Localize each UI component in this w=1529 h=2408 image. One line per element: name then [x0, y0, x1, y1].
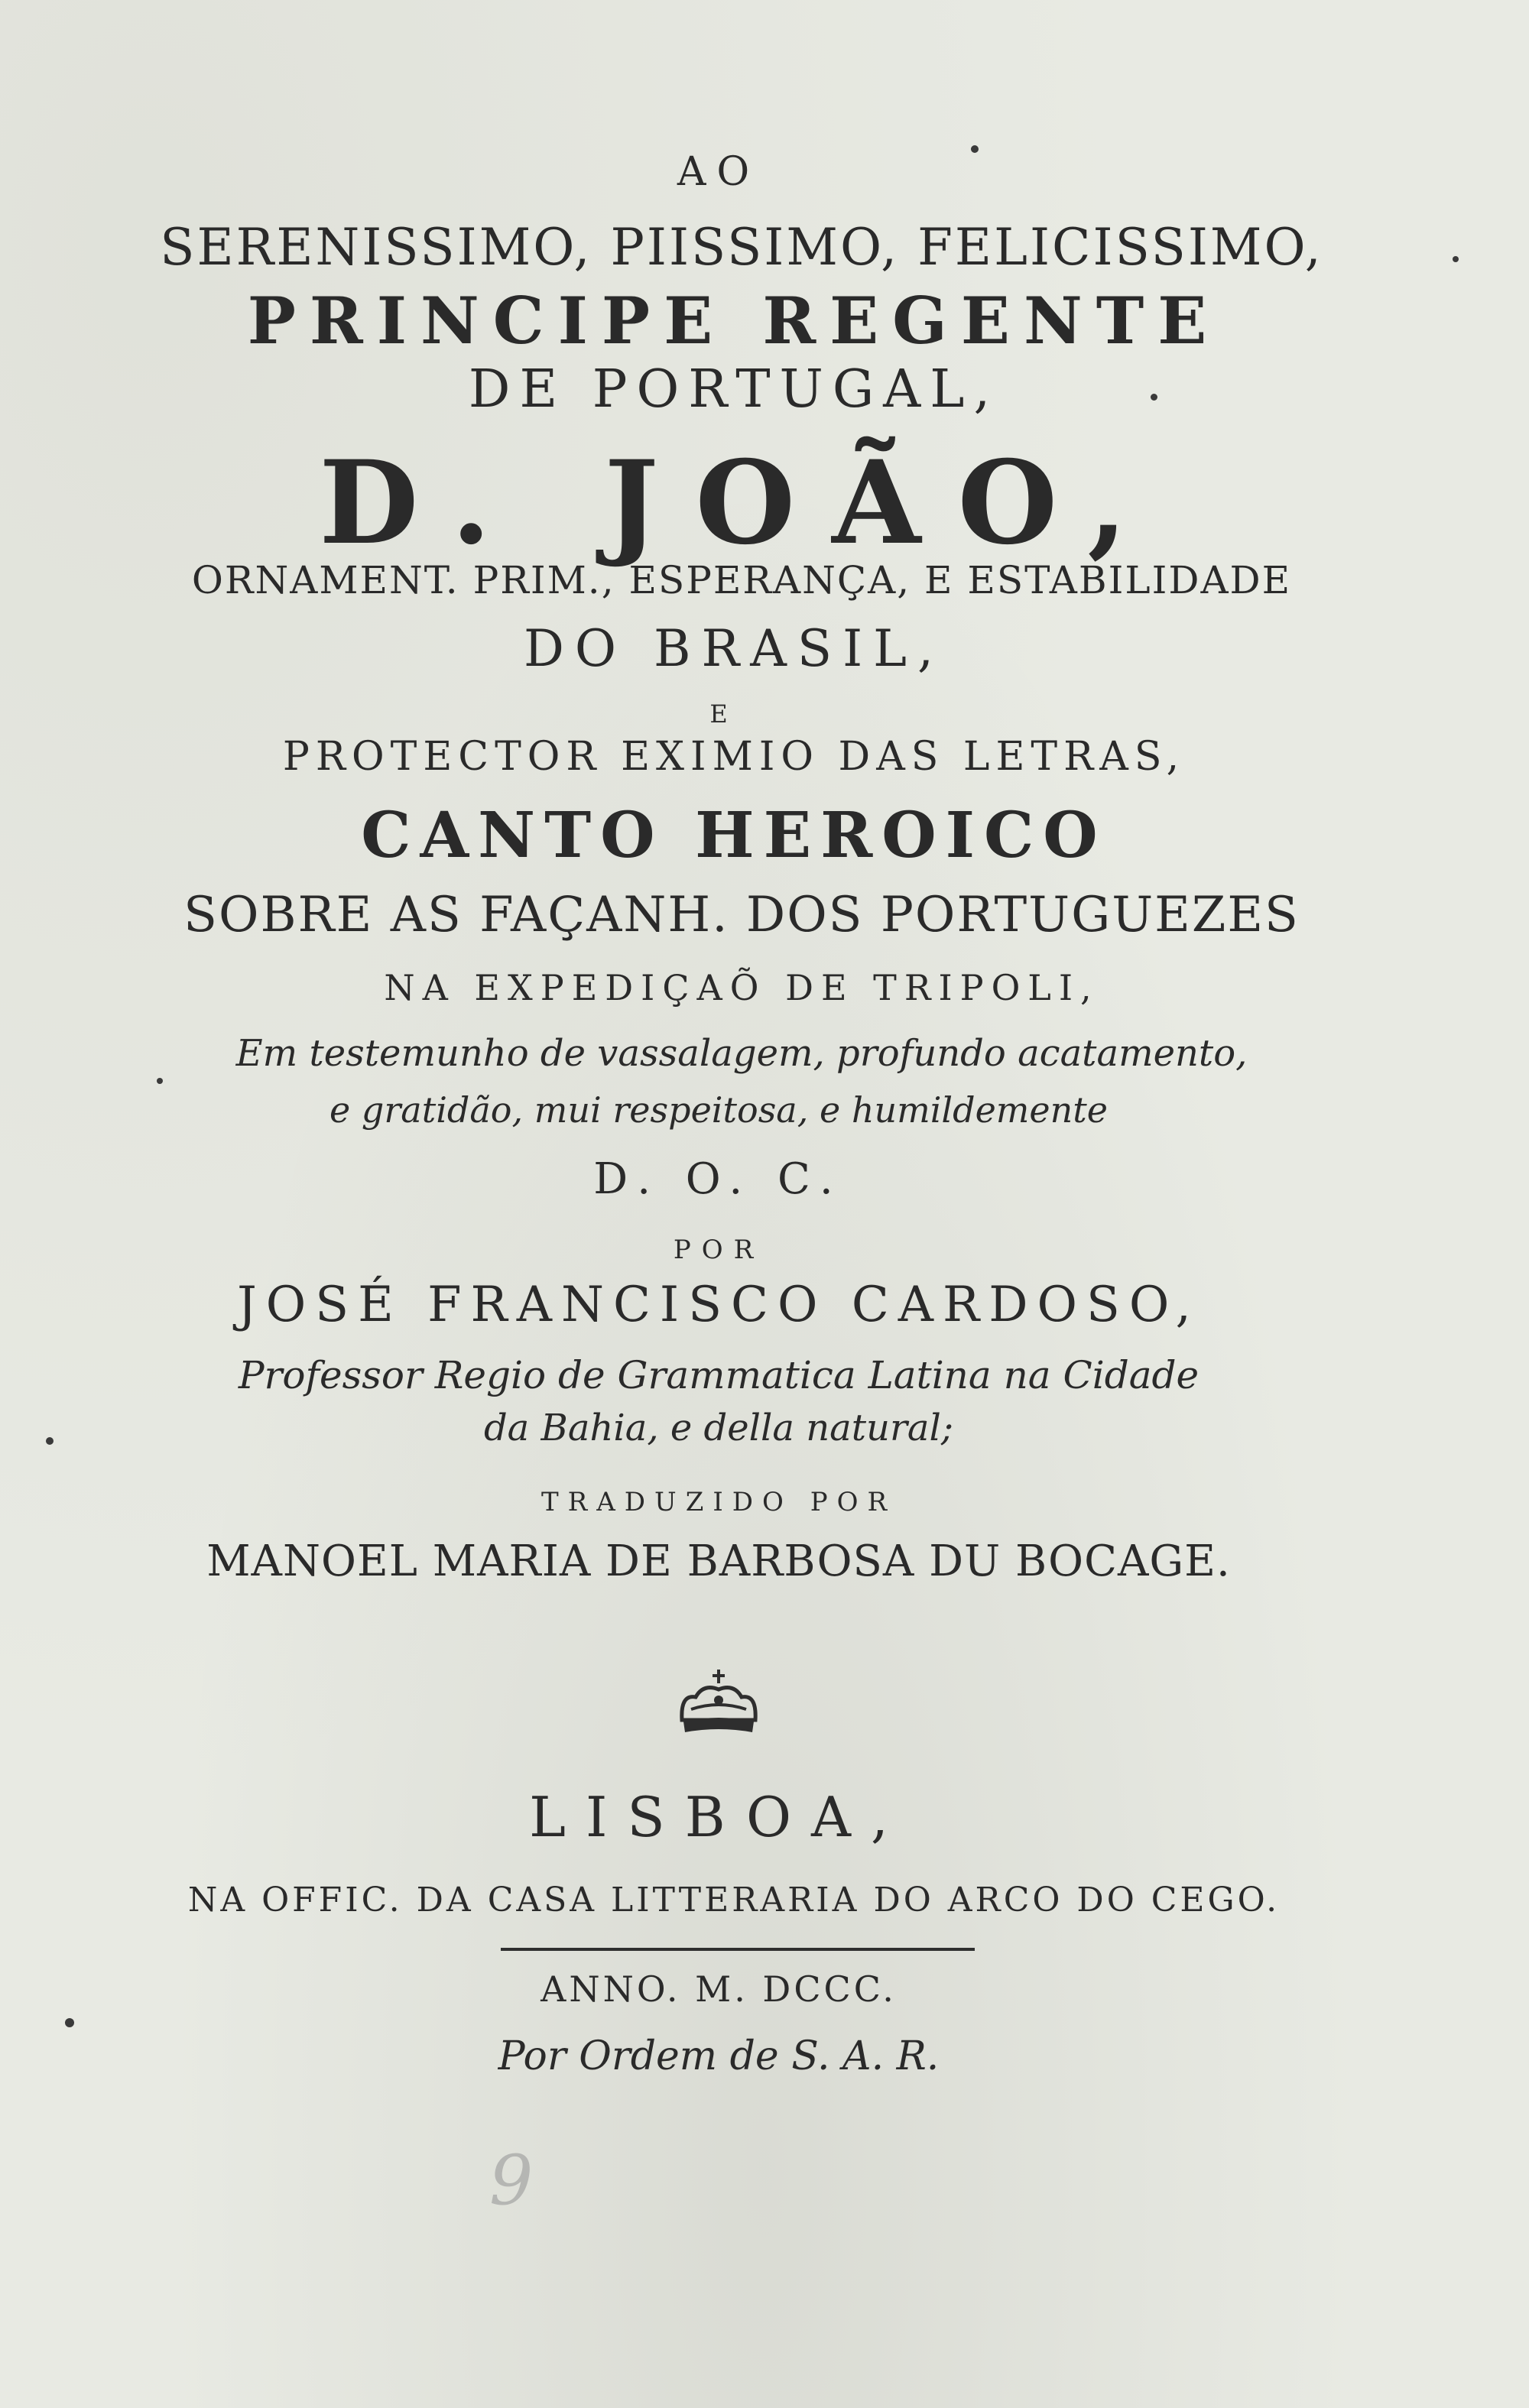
crown-ornament-icon [673, 1666, 764, 1743]
dedication-protector: PROTECTOR EXIMIO DAS LETRAS, [282, 734, 1186, 780]
imprint-rule [501, 1948, 975, 1951]
paper-speck [65, 2018, 74, 2027]
work-title: CANTO HEROICO [361, 799, 1107, 872]
testimony-line-1: Em testemunho de vassalagem, profundo acatamento, [235, 1032, 1248, 1075]
dedicatee-name: D. JOÃO, [319, 436, 1164, 570]
imprint-printer: NA OFFIC. DA CASA LITTERARIA DO ARCO DO CEGO. [187, 1881, 1281, 1920]
imprint-year: ANNO. M. DCCC. [541, 1968, 897, 2010]
work-expedition: NA EXPEDIÇAÕ DE TRIPOLI, [384, 967, 1099, 1008]
testimony-line-2: e gratidão, mui respeitosa, e humildemente [329, 1089, 1108, 1131]
imprint-city: LISBOA, [529, 1785, 908, 1849]
work-subtitle: SOBRE AS FAÇANH. DOS PORTUGUEZES [183, 887, 1300, 943]
dedication-conjunction: E [709, 699, 728, 729]
dedication-brasil: DO BRASIL, [524, 619, 944, 678]
paper-speck [1151, 394, 1157, 401]
dedication-title: PRINCIPE REGENTE [247, 283, 1221, 359]
author-role-line-2: da Bahia, e della natural; [483, 1407, 954, 1449]
dedication-country: DE PORTUGAL, [468, 359, 1000, 420]
paper-speck [157, 1078, 163, 1084]
imprint-order: Por Ordem de S. A. R. [498, 2033, 940, 2079]
translator-label: TRADUZIDO POR [541, 1487, 897, 1517]
author-name: JOSÉ FRANCISCO CARDOSO, [237, 1277, 1200, 1333]
dedication-epithets: SERENISSIMO, PIISSIMO, FELICISSIMO, [160, 218, 1323, 277]
doc-abbreviation: D. O. C. [593, 1154, 844, 1204]
paper-speck [46, 1437, 54, 1445]
paper-speck [971, 145, 979, 153]
dedication-ornament-line: ORNAMENT. PRIM., ESPERANÇA, E ESTABILIDADE [191, 558, 1292, 602]
author-role-line-1: Professor Regio de Grammatica Latina na Cidade [238, 1353, 1200, 1397]
handwritten-note: 9 [489, 2140, 534, 2221]
translator-name: MANOEL MARIA DE BARBOSA DU BOCAGE. [206, 1537, 1231, 1586]
author-label: POR [673, 1235, 764, 1265]
dedication-ao: AO [677, 149, 761, 195]
paper-speck [1453, 256, 1459, 262]
